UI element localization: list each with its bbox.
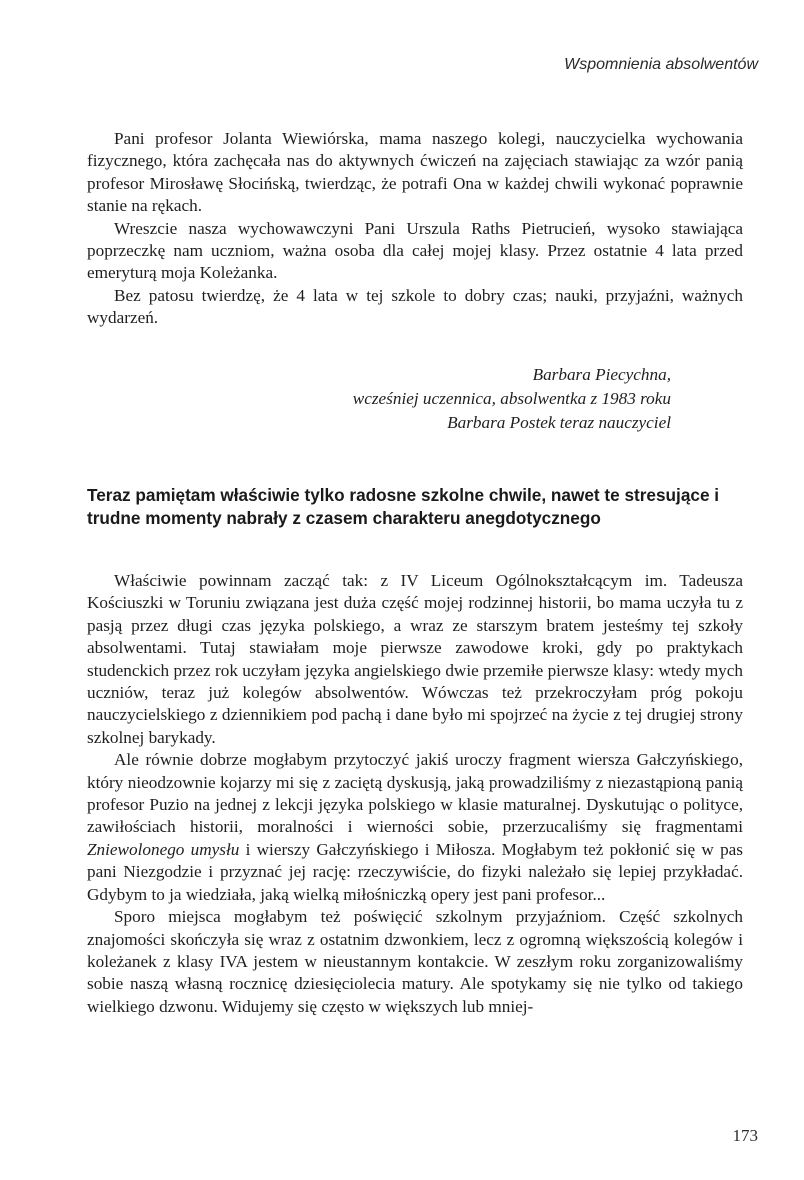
memoir-section-2 bbox=[87, 570, 743, 1018]
paragraph: Właściwie powinnam zacząć tak: z IV Liceum Ogólnokształcącym im. Tadeusza Kościuszki w Toruniu związana jest duża część mojej rodzinnej historii, bo mama uczyła tu z pasją przez długi czas języka polskiego, a wraz ze starszym bratem jesteśmy tej szkoły absolwentami. Tutaj stawiałam moje pierwsze zawodowe kroki, gdy po praktykach studenckich przez rok uczyłam języka angielskiego dwie przemiłe pierwsze klasy: wtedy mych uczniów, teraz już kolegów absolwentów. Wówczas też przekroczyłam próg pokoju nauczycielskiego z dziennikiem pod pachą i dane było mi spojrzeć na życie z tej drugiej strony szkolnej barykady. bbox=[87, 571, 743, 747]
signature-current-name: Barbara Postek teraz nauczyciel bbox=[447, 413, 671, 432]
paragraph: Sporo miejsca mogłabym też poświęcić szkolnym przyjaźniom. Część szkolnych znajomości skończyła się wraz z ostatnim dzwonkiem, lecz z ogromną większością kolegów i koleżanek z klasy IVA jestem w nieustannym kontakcie. W zeszłym roku zorganizowaliśmy sobie naszą własną rocznicę dziesięciolecia matury. Ale spotykamy się nie tylko od takiego wielkiego dzwonu. Widujemy się często w większych lub mniej- bbox=[87, 907, 743, 1016]
paragraph-text: i wierszy Gałczyńskiego i Miłosza. Mogłabym też pokłonić się w pas pani Niezgodzie i przyznać jej rację: rzeczywiście, do fizyki należało się lepiej przykładać. Gdybym to ja wiedziała, jaką wielką miłośniczką opery jest pani profesor... bbox=[87, 839, 743, 904]
paragraph-text: Ale równie dobrze mogłabym przytoczyć jakiś uroczy fragment wiersza Gałczyńskiego, który nieodzownie kojarzy mi się z zaciętą dyskusją, jaką prowadziliśmy z niezastąpioną panią profesor Puzio na jednej z lekcji języka polskiego w klasie maturalnej. Dyskutując o polityce, zawiłościach historii, moralności i wierności sobie, przerzucaliśmy się fragmentami bbox=[87, 750, 743, 837]
author-signature bbox=[87, 363, 671, 435]
paragraph: Bez patosu twierdzę, że 4 lata w tej szkole to dobry czas; nauki, przyjaźni, ważnych wydarzeń. bbox=[87, 285, 743, 328]
running-header: Wspomnienia absolwentów bbox=[564, 56, 758, 73]
signature-role: wcześniej uczennica, absolwentka z 1983 roku bbox=[352, 389, 671, 408]
paragraph: Wreszcie nasza wychowawczyni Pani Urszula Raths Pietrucień, wysoko stawiająca poprzeczkę nam uczniom, ważna osoba dla całej mojej klasy. Przez ostatnie 4 lata przed emeryturą moja Koleżanka. bbox=[87, 218, 743, 283]
paragraph: Pani profesor Jolanta Wiewiórska, mama naszego kolegi, nauczycielka wychowania fizycznego, która zachęcała nas do aktywnych ćwiczeń na zajęciach stawiając za wzór panią profesor Mirosławę Słocińską, twierdząc, że potrafi Ona w każdej chwili wykonać poprawnie stanie na rękach. bbox=[87, 129, 743, 216]
page-number: 173 bbox=[732, 1126, 758, 1145]
memoir-section-1 bbox=[87, 128, 743, 330]
paragraph bbox=[87, 749, 743, 906]
book-title: Zniewolonego umysłu bbox=[87, 839, 240, 859]
section-heading: Teraz pamiętam właściwie tylko radosne szkolne chwile, nawet te stresujące i trudne momenty nabrały z czasem charakteru anegdotycznego bbox=[87, 485, 720, 528]
signature-name: Barbara Piecychna, bbox=[532, 365, 671, 384]
